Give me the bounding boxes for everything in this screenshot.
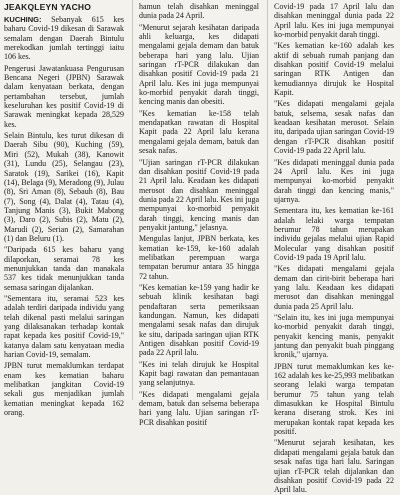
paragraph: "Kes ini telah dirujuk ke Hospital Kapit bagi rawatan dan pemantauan yang selanjutnya. bbox=[139, 359, 259, 388]
paragraph: "Kes kematian ke-160 adalah kes aktif di sebuah rumah panjang dan disahkan positif Covid-19 melalui saringan RTK Antigen dan kemudiannya dirujuk ke Hospital Kapit. bbox=[274, 41, 394, 98]
paragraph: "Kes didapati mengalami gejala demam, batuk dan selsema beberapa hari yang lalu. Ujian saringan rT-PCR disahkan positif bbox=[139, 389, 259, 427]
article-column-2 bbox=[139, 2, 259, 427]
paragraph: "Menurut sejarah kesihatan daripada ahli keluarga, kes didapati mengalami gejala demam dan batuk beberapa hari yang lalu. Ujian saringan rT-PCR dilakukan dan disahkan positif Covid-19 pada 21 April lalu. Kes ini juga mempunyai ko-morbid penyakit darah tinggi, kencing manis dan obesiti. bbox=[139, 22, 259, 107]
paragraph: "Daripada 615 kes baharu yang dilaporkan, seramai 78 kes menunjukkan tanda dan manakala 537 kes tidak menunjukkan tanda semasa saringan dijalankan. bbox=[4, 245, 124, 292]
paragraph: hamun telah disahkan meninggal dunia pada 24 April. bbox=[139, 2, 259, 21]
paragraph: JPBN turut memaklumkan terdapat enam kes kematian baharu melibatkan jangkitan Covid-19 sekali gus menjadikan jumlah kematian meningkat kepada 162 orang. bbox=[4, 361, 124, 418]
paragraph: Mengulas lanjut, JPBN berkata, kes kematian ke-159, ke-160 adalah melibatkan perempuan warga tempatan berumur antara 35 hingga 72 tahun. bbox=[139, 234, 259, 281]
paragraph: "Kes kematian ke-159 yang hadir ke sebuah klinik kesihatan bagi pendaftaran serta pemeriksaan kandungan. Namun, kes didapati mengalami sesak nafas dan dirujuk ke situ, daripada saringan ujian RTK Antigen disahkan positif Covid-19 pada 22 April lalu. bbox=[139, 282, 259, 358]
paragraph: "Sementara itu, seramai 523 kes adalah terdiri daripada individu yang telah dikenal pasti melalui saringan yang dilaksanakan terhadap kontak rapat kepada kes positif Covid-19," katanya dalam satu kenyataan media harian Covid-19, semalam. bbox=[4, 293, 124, 360]
article-column-1 bbox=[4, 2, 124, 418]
article-column-3 bbox=[274, 2, 394, 495]
paragraph: Pengerusi Jawatankuasa Pengurusan Bencana Negeri (JPBN) Sarawak dalam kenyataan berkata, dengan pertambahan tersebut, jumlah keseluruhan kes positif Covid-19 di Sarawak meningkat kepada 28,529 kes. bbox=[4, 63, 124, 129]
paragraph: "Kes didapati mengalami gejala demam dan cirit-birit beberapa hari yang lalu. Keadaan kes didapati merosot dan disahkan meninggal dunia pada 25 April lalu. bbox=[274, 264, 394, 311]
dateline: KUCHING: bbox=[4, 15, 42, 24]
paragraph: "Selain itu, kes ini juga mempunyai ko-morbid penyakit darah tinggi, penyakit kencing manis, penyakit jantung dan penyakit buah pinggang kronik," ujarnya. bbox=[274, 313, 394, 360]
paragraph: Sementara itu, kes kematian ke-161 adalah lelaki warga tempatan berumur 78 tahun merupakan individu gejalas melalui ujian Rapid Molecular yang disahkan positif Covid-19 pada 19 April lalu. bbox=[274, 206, 394, 262]
paragraph: KUCHING: Sebanyak 615 kes baharu Covid-19 dikesan di Sarawak semalam dengan Daerah Bintulu merekodkan jumlah tertinggi iaitu 106 kes. bbox=[4, 15, 124, 62]
paragraph: "Kes didapati mengalami gejala batuk, selsema, sesak nafas dan keadaan kesihatan merosot. Selain itu, daripada ujian saringan Covid-19 dengan rT-PCR disahkan positif Covid-19 pada 22 April lalu. bbox=[274, 99, 394, 156]
paragraph: "Menurut sejarah kesihatan, kes didapati mengalami gejala batuk dan sesak nafas tiga hari lalu. Saringan ujian rT-PCR telah dijalankan dan disahkan positif Covid-19 pada 22 April lalu. bbox=[274, 438, 394, 495]
paragraph: JPBN turut memaklumkan kes ke-162 adalah kes ke-25,993 melibatkan seorang lelaki warga tempatan berumur 75 tahun yang telah dimasukkan ke Hospital Bintulu kerana diserang strok. Kes ini merupakan kontak rapat kepada kes positif. bbox=[274, 361, 394, 437]
paragraph: "Kes didapati meninggal dunia pada 24 April lalu. Kes ini juga mempunyai ko-morbid penyakit darah tinggi dan kencing manis," ujarnya. bbox=[274, 157, 394, 204]
paragraph: "Kes kematian ke-158 telah mendapatkan rawatan di Hospital Kapit pada 22 April lalu kerana mengalami gejala demam, batuk dan sesak nafas. bbox=[139, 108, 259, 156]
paragraph: "Ujian saringan rT-PCR dilakukan dan disahkan positif Covid-19 pada 21 April lalu. Keadaan kes didapati merosot dan disahkan meninggal dunia pada 22 April lalu. Kes ini juga mempunyai ko-morbid penyakit darah tinggi, kencing manis dan penyakit jantung," jelasnya. bbox=[139, 157, 259, 232]
byline: JEAKQLEYN YACHO bbox=[4, 2, 92, 12]
paragraph: Covid-19 pada 17 April lalu dan disahkan meninggal dunia pada 22 April lalu. Kes ini juga mempunyai ko-morbid penyakit darah tinggi. bbox=[274, 2, 394, 40]
column-divider bbox=[267, 0, 268, 400]
paragraph: Selain Bintulu, kes turut dikesan di Daerah Sibu (90), Kuching (59), Miri (52), Mukah (38), Kanowit (31), Lundu (25), Selangau (23), Saratok (19), Sarikei (16), Kapit (14), Belaga (9), Meradong (9), Julau (8), Sri Aman (8), Sebauh (8), Bau (7), Song (4), Dalat (4), Tatau (4), Tanjung Manis (3), Bukit Mabong (3), Daro (2), Subis (2), Matu (2), Marudi (2), Serian (2), Samarahan (1) dan Beluru (1). bbox=[4, 131, 124, 243]
column-divider bbox=[132, 0, 133, 400]
